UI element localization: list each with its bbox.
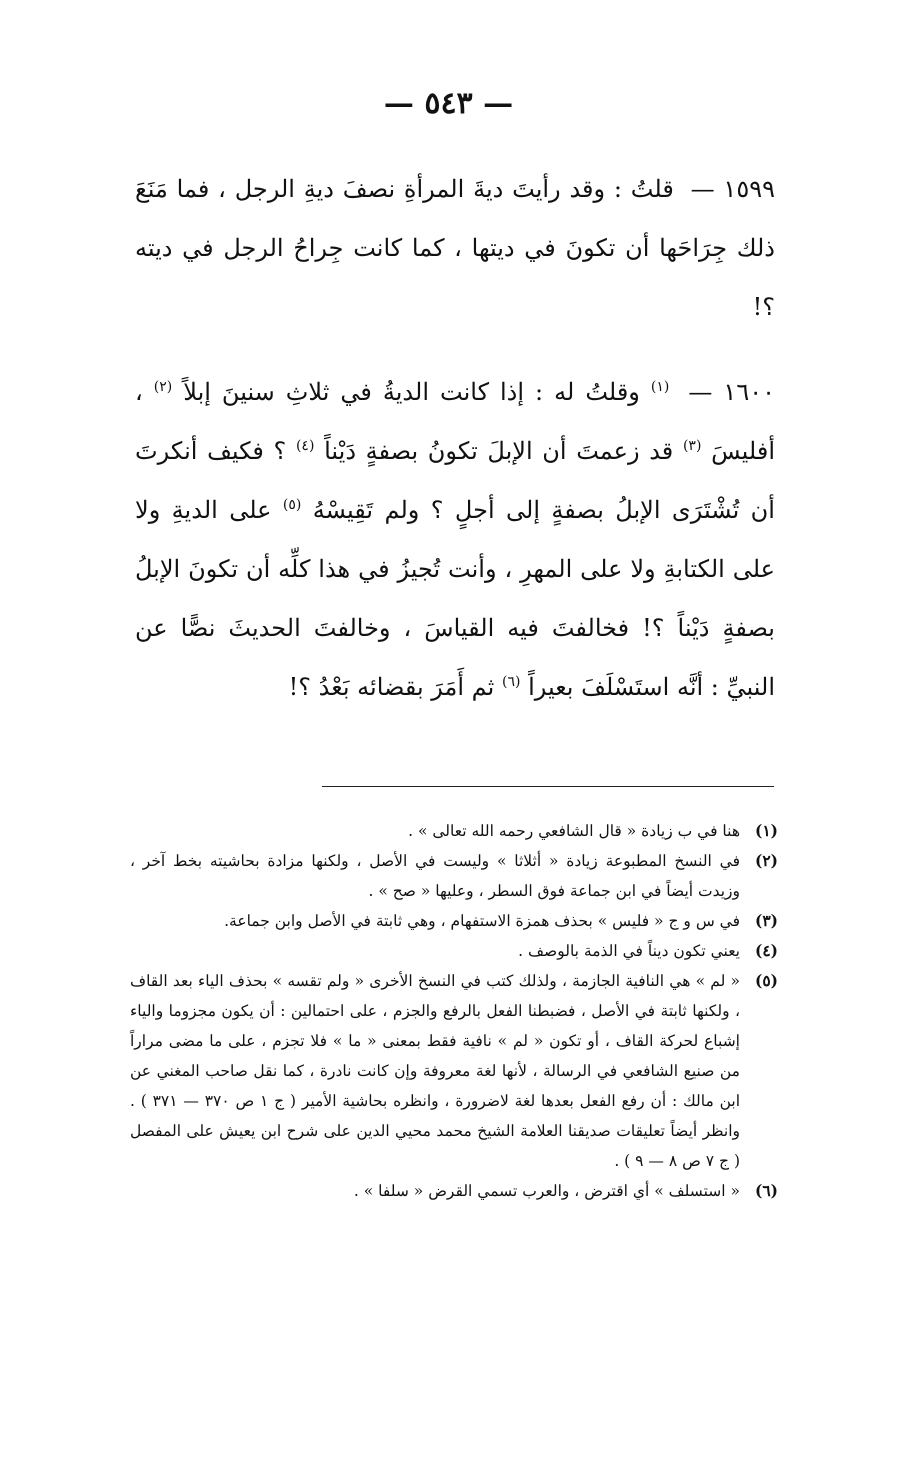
footnote-marker: (٥): [282, 497, 302, 513]
footnote-marker: (٣): [682, 438, 702, 454]
footnote: [130, 936, 778, 966]
paragraph-1600: [135, 363, 775, 717]
footnote-marker: (٦): [501, 674, 521, 690]
footnote-marker: (٤): [295, 438, 315, 454]
footnote-text: هنا في ب زيادة « قال الشافعي رحمه الله تعالى » .: [408, 822, 740, 840]
paragraph-text: ثم أَمَرَ بقضائه بَعْدُ ؟!: [288, 673, 495, 701]
footnote-divider: [322, 786, 774, 787]
footnote-number: (٣): [754, 911, 778, 930]
footnote: [130, 966, 778, 1176]
paragraph-text: قد زعمتَ أن الإبلَ تكونُ بصفةٍ دَيْناً: [324, 437, 674, 465]
footnote: [130, 846, 778, 906]
footnote-marker: (٢): [153, 379, 173, 395]
footnote-text: في النسخ المطبوعة زيادة « أثلاثا » وليست في الأصل ، ولكنها مزادة بحاشيته بخط آخر ، وزيدت أيضاً في ابن جماعة فوق السطر ، وعليها « صح » .: [130, 852, 740, 900]
footnote: [130, 906, 778, 936]
footnote-text: يعني تكون ديناً في الذمة بالوصف .: [518, 942, 740, 960]
paragraph-1599: [135, 160, 775, 337]
paragraph-text: على الديةِ ولا على الكتابةِ ولا على المهرِ ، وأنت تُجيزُ في هذا كلِّه أن تكونَ الإبلُ بصفةٍ دَيْناً ؟! فخالفتَ فيه القياسَ ، وخالفتَ الحديثَ نصًّا عن النبيِّ : أنَّه استَسْلَفَ بعيراً: [135, 496, 775, 701]
main-text: [135, 160, 775, 743]
footnote-number: (١): [754, 821, 778, 840]
footnote-number: (٥): [754, 971, 778, 990]
paragraph-text: قلتُ : وقد رأيتَ ديةَ المرأةِ نصفَ ديةِ الرجل ، فما مَنَعَ ذلك جِرَاحَها أن تكونَ في ديتها ، كما كانت جِراحُ الرجل في ديته ؟!: [135, 175, 775, 321]
footnotes: [130, 816, 778, 1206]
footnote-number: (٤): [754, 941, 778, 960]
footnote-text: في س و ج « فليس » بحذف همزة الاستفهام ، وهي ثابتة في الأصل وابن جماعة.: [224, 912, 740, 930]
footnote: [130, 816, 778, 846]
footnote-number: (٦): [754, 1181, 778, 1200]
footnote-marker: (١): [650, 379, 670, 395]
footnote-number: (٢): [754, 851, 778, 870]
paragraph-number: ١٦٠٠ —: [688, 378, 775, 406]
footnote-text: « لم » هي النافية الجازمة ، ولذلك كتب في النسخ الأخرى « ولم تقسه » بحذف الياء بعد القاف ، ولكنها ثابتة في الأصل ، فضبطنا الفعل بالرفع والجزم ، على احتمالين : أن يكون مجزوما والياء إشباع لحركة القاف ، أو تكون « لم » نافية فقط بمعنى « ما » فلا تجزم ، على ما مضى مراراً من صنيع الشافعي في الرسالة ، لأنها لغة معروفة وإن كانت نادرة ، كما نقل صاحب المغني عن ابن مالك : أن رفع الفعل بعدها لغة لاضرورة ، وانظره بحاشية الأمير ( ج ١ ص ٣٧٠ — ٣٧١ ) . وانظر أيضاً تعليقات صديقنا العلامة الشيخ محمد محيي الدين على شرح ابن يعيش على المفصل ( ج ٧ ص ٨ — ٩ ) .: [130, 972, 741, 1170]
footnote: [130, 1176, 778, 1206]
paragraph-number: ١٥٩٩ —: [690, 175, 775, 203]
paragraph-text: ؟ فكيف أنكرتَ أن تُشْتَرَى الإبلُ بصفةٍ إلى أجلٍ ؟ ولم تَقِيسْهُ: [135, 437, 775, 524]
footnote-text: « استسلف » أي اقترض ، والعرب تسمي القرض « سلفا » .: [353, 1182, 740, 1200]
paragraph-text: وقلتُ له : إذا كانت الديةُ في ثلاثِ سنينَ إبلاً: [183, 378, 640, 406]
paragraph-text: ، أفليسَ: [135, 378, 775, 465]
page-number: — ٥٤٣ —: [383, 86, 514, 121]
